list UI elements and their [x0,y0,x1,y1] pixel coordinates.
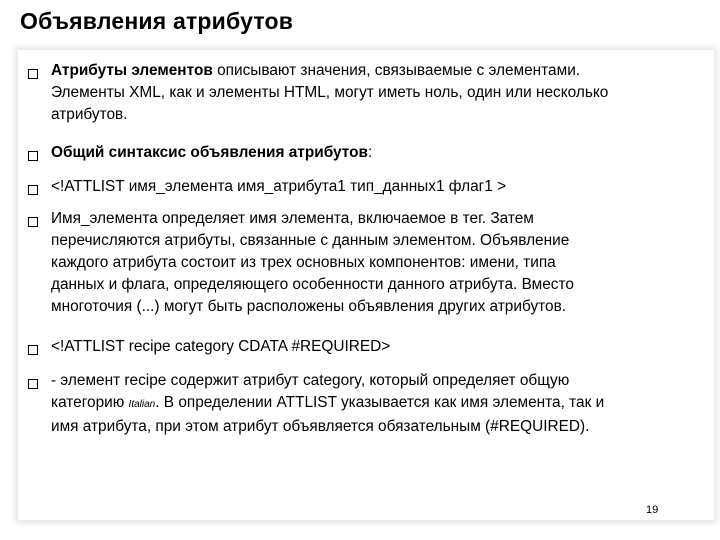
bold-term: Атрибуты элементов [51,62,213,79]
page-number: 19 [646,504,659,516]
bullet-text [51,370,711,438]
slide-title: Объявления атрибутов [20,8,294,34]
text-line: перечисляются атрибуты, связанные с данным элементом. Объявление [51,232,570,249]
bullet-text [51,208,711,318]
text-line: Имя_элемента определяет имя элемента, включаемое в тег. Затем [51,210,534,227]
bullet-square-icon [28,379,38,389]
bullet-text [51,142,711,164]
bullet-text: <!ATTLIST имя_элемента имя_атрибута1 тип_данных1 флаг1 > [51,178,507,195]
bullet-square-icon [28,151,38,161]
bullet-text: <!ATTLIST recipe category CDATA #REQUIRED> [51,338,391,355]
bullet-square-icon [28,345,38,355]
text-line: Элементы XML, как и элементы HTML, могут иметь ноль, один или несколько [51,84,609,101]
text-line: данных и флага, определяющего особенности данного атрибута. Вместо [51,276,574,293]
text-line: атрибутов. [51,106,128,123]
bullet-square-icon [28,69,38,79]
text-line: категорию [51,394,129,411]
text-line: : [367,144,373,161]
text-line: - элемент recipe содержит атрибут category, который определяет общую [51,372,570,389]
bullet-square-icon [28,185,38,195]
text-line: описывают значения, связываемые с элементами. [212,62,581,79]
bullet-text [51,60,711,126]
text-line: имя атрибута, при этом атрибут объявляется обязательным (#REQUIRED). [51,418,590,435]
text-line: . В определении ATTLIST указывается как имя элемента, так и [155,394,605,411]
bullet-square-icon [28,217,38,227]
content-area [18,50,714,520]
bold-term: Общий синтаксис объявления атрибутов [51,144,368,161]
text-line: каждого атрибута состоит из трех основных компонентов: имени, типа [51,254,556,271]
italic-term: Italian [128,399,156,410]
text-line: многоточия (...) могут быть расположены объявления других атрибутов. [51,298,567,315]
